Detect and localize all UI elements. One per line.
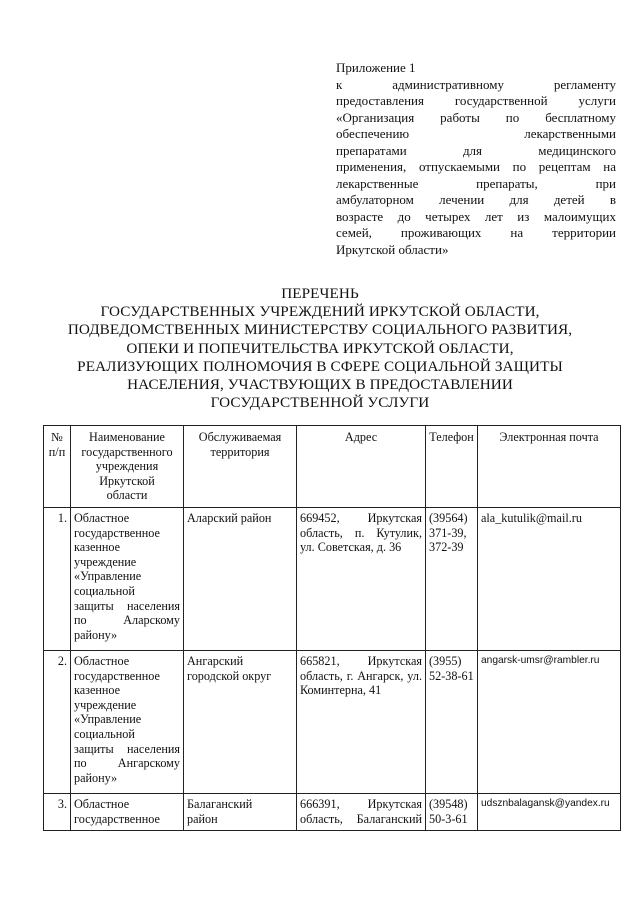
table-row — [44, 793, 621, 830]
row-territory: Балаганский район — [184, 793, 297, 830]
row-address: 665821, Иркутская область, г. Ангарск, ул. Коминтерна, 41 — [297, 650, 426, 793]
row-phone: (39564) 371-39, 372-39 — [426, 507, 478, 650]
row-name: Областное государственное казенное учреждение «Управление социальной защиты населения по Ангарскому району» — [71, 650, 184, 793]
row-territory: Аларский район — [184, 507, 297, 650]
appendix-block — [336, 60, 616, 258]
table-header-row — [44, 426, 621, 508]
appendix-line: предоставления государственной услуги — [336, 93, 616, 108]
row-phone: (39548) 50-3-61 — [426, 793, 478, 830]
title-line: ГОСУДАРСТВЕННЫХ УЧРЕЖДЕНИЙ ИРКУТСКОЙ ОБЛАСТИ, — [100, 303, 540, 321]
title-line: НАСЕЛЕНИЯ, УЧАСТВУЮЩИХ В ПРЕДОСТАВЛЕНИИ — [127, 376, 513, 394]
appendix-line: Иркутской области» — [336, 241, 449, 257]
title-line: ГОСУДАРСТВЕННОЙ УСЛУГИ — [210, 394, 430, 412]
institutions-table — [43, 425, 621, 831]
appendix-line: возрасте до четырех лет из малоимущих — [336, 208, 616, 224]
header-name: Наименование государственного учреждения Иркутской области — [71, 426, 184, 508]
header-territory: Обслуживаемая территория — [184, 426, 297, 508]
row-name: Областное государственное — [71, 793, 184, 830]
appendix-line: «Организация работы по бесплатному — [336, 109, 616, 125]
table-row — [44, 507, 621, 650]
appendix-line: семей, проживающих на территории — [336, 225, 616, 240]
title-line: ПОДВЕДОМСТВЕННЫХ МИНИСТЕРСТВУ СОЦИАЛЬНОГО РАЗВИТИЯ, — [67, 321, 573, 339]
row-num: 3. — [44, 793, 71, 830]
header-num: № п/п — [44, 426, 71, 508]
row-address: 666391, Иркутская область, Балаганский — [297, 793, 426, 830]
appendix-line: амбулаторном лечении для детей в — [336, 192, 616, 207]
header-phone: Телефон — [426, 426, 478, 508]
row-num: 1. — [44, 507, 71, 650]
title-line: РЕАЛИЗУЮЩИХ ПОЛНОМОЧИЯ В СФЕРЕ СОЦИАЛЬНОЙ ЗАЩИТЫ — [77, 357, 563, 375]
title-line: ПЕРЕЧЕНЬ — [281, 285, 359, 302]
appendix-line: препаратами для медицинского — [336, 142, 616, 158]
header-email: Электронная почта — [478, 426, 621, 508]
header-address: Адрес — [297, 426, 426, 508]
appendix-line: к административному регламенту — [336, 76, 616, 92]
row-name: Областное государственное казенное учреждение «Управление социальной защиты населения по Аларскому району» — [71, 507, 184, 650]
row-email: angarsk-umsr@rambler.ru — [478, 650, 621, 793]
row-email: ala_kutulik@mail.ru — [478, 507, 621, 650]
title-line: ОПЕКИ И ПОПЕЧИТЕЛЬСТВА ИРКУТСКОЙ ОБЛАСТИ, — [126, 339, 514, 357]
row-territory: Ангарский городской округ — [184, 650, 297, 793]
row-email: udsznbalagansk@yandex.ru — [478, 793, 621, 830]
appendix-line: Приложение 1 — [336, 60, 416, 75]
appendix-line: лекарственные препараты, при — [336, 175, 616, 191]
appendix-line: применения, отпускаемыми по рецептам на — [336, 159, 616, 174]
row-address: 669452, Иркутская область, п. Кутулик, ул. Советская, д. 36 — [297, 507, 426, 650]
appendix-line: обеспечению лекарственными — [336, 126, 616, 141]
row-num: 2. — [44, 650, 71, 793]
row-phone: (3955) 52-38-61 — [426, 650, 478, 793]
table-row — [44, 650, 621, 793]
document-title — [50, 285, 590, 412]
